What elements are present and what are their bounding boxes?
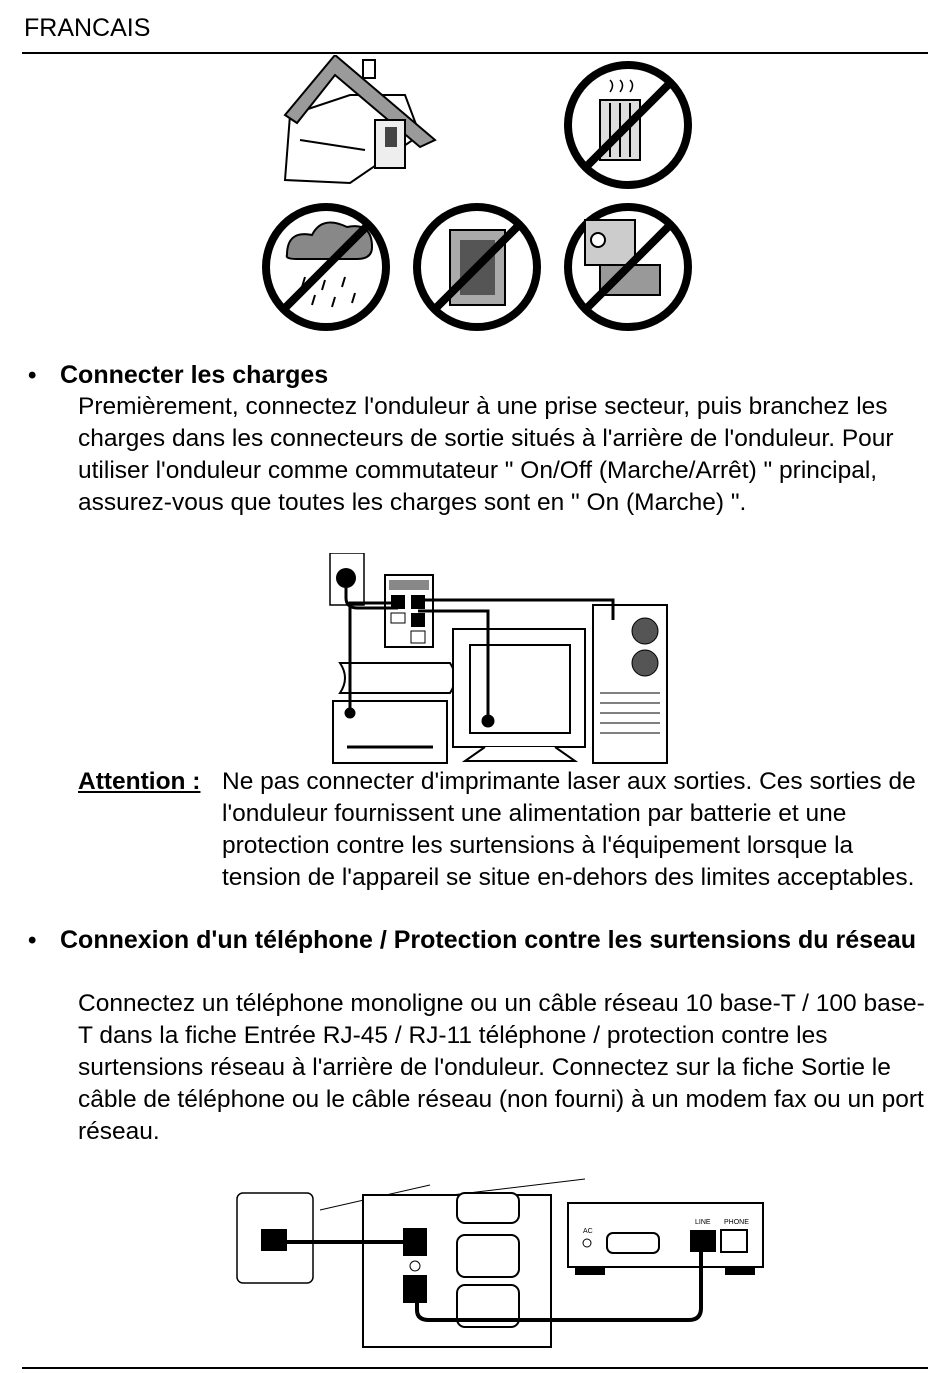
no-rain-icon bbox=[266, 207, 386, 327]
load-connection-diagram bbox=[325, 553, 675, 765]
placement-illustrations bbox=[255, 55, 700, 340]
section-title-phone-network: Connexion d'un téléphone / Protection contre les surtensions du réseau bbox=[60, 926, 917, 954]
attention-label: Attention : bbox=[78, 768, 201, 795]
modem-label-ac: AC bbox=[583, 1228, 593, 1235]
language-header: FRANCAIS bbox=[24, 14, 151, 42]
modem-icon bbox=[568, 1203, 763, 1275]
network-connection-diagram bbox=[235, 1175, 770, 1350]
header-rule bbox=[22, 52, 928, 54]
monitor-icon bbox=[453, 629, 585, 761]
section-body-connect-loads: Premièrement, connectez l'onduleur à une prise secteur, puis branchez les charges dans les connecteurs de sortie situés à l'arrière de l'onduleur. Pour utiliser l'onduleur comme commutateur " On/Off (Marche/Arrêt) " principal, assurez-vous que toutes les charges sont en " On (Marche) ". bbox=[78, 393, 894, 516]
computer-tower-icon bbox=[593, 605, 667, 763]
no-sunlight-icon bbox=[568, 207, 688, 327]
section-title-connect-loads: Connecter les charges bbox=[60, 361, 329, 389]
bullet-marker: • bbox=[28, 362, 37, 389]
modem-label-line: LINE bbox=[695, 1219, 711, 1226]
wall-jack-icon bbox=[237, 1193, 313, 1283]
bullet-marker: • bbox=[28, 927, 37, 954]
attention-text: Ne pas connecter d'imprimante laser aux sorties. Ces sorties de l'onduleur fournissent une alimentation par batterie et une protection contre les surtensions à l'équipement lorsque la tension de l'appareil se situe en-dehors des limites acceptables. bbox=[222, 768, 916, 891]
house-ups-icon bbox=[285, 55, 435, 183]
modem-label-phone: PHONE bbox=[724, 1219, 749, 1226]
footer-rule bbox=[22, 1367, 928, 1369]
no-heat-icon bbox=[568, 65, 688, 185]
section-body-phone-network: Connectez un téléphone monoligne ou un câble réseau 10 base-T / 100 base-T dans la fiche Entrée RJ-45 / RJ-11 téléphone / protection contre les surtensions réseau à l'arrière de l'onduleur. Connectez sur la fiche Sortie le câble de téléphone ou le câble réseau (non fourni) à un modem fax ou un port réseau. bbox=[78, 990, 925, 1145]
no-stacking-icon bbox=[417, 207, 537, 327]
